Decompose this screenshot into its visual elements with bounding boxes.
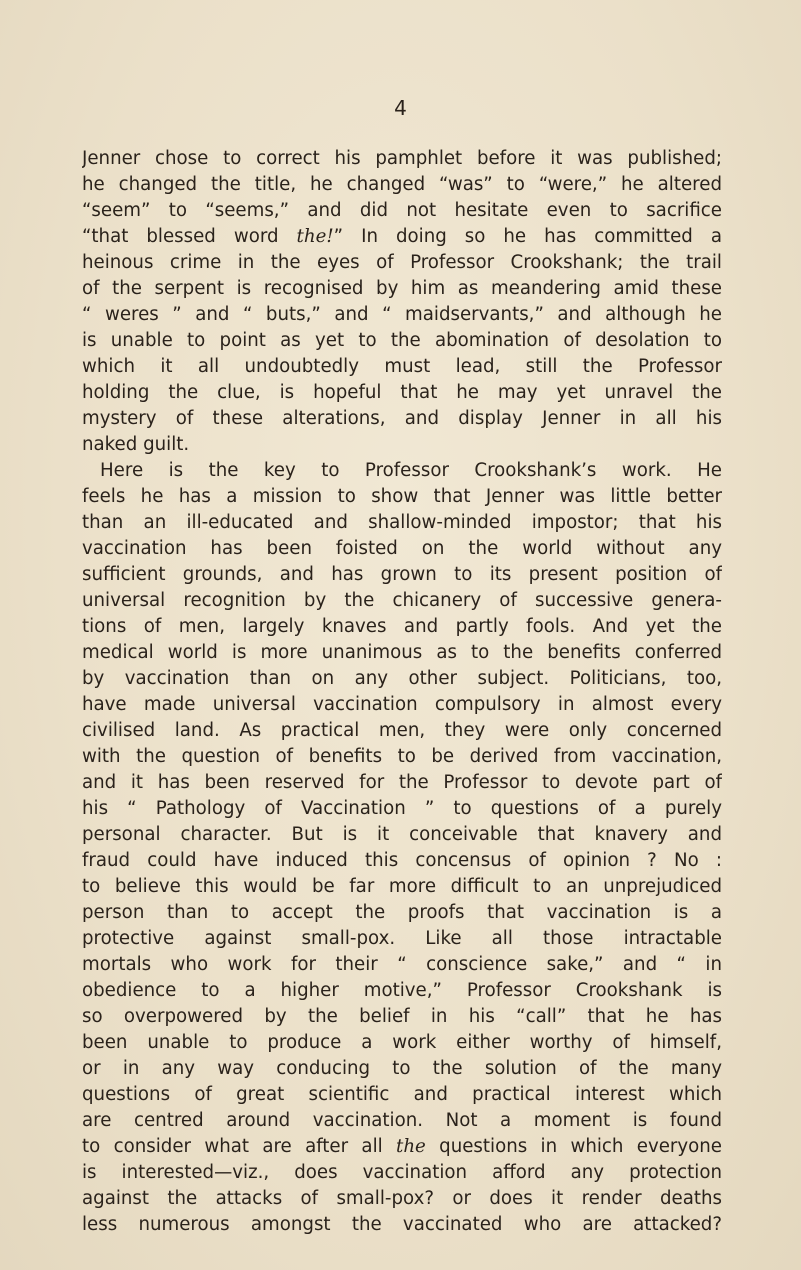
- text-line: [82, 666, 722, 692]
- text-run: he changed the title, he changed “was” to “were,” he altered: [82, 174, 722, 195]
- text-run: “seem” to “seems,” and did not hesitate even to sacrifice: [82, 200, 722, 221]
- text-line: [82, 406, 722, 432]
- text-line: [82, 1004, 722, 1030]
- text-run: tions of men, largely knaves and partly fools. And yet the: [82, 616, 722, 637]
- text-run: feels he has a mission to show that Jenner was little better: [82, 486, 722, 507]
- text-run: and it has been reserved for the Professor to devote part of: [82, 772, 722, 793]
- text-run: civilised land. As practical men, they were only concerned: [82, 720, 722, 741]
- text-run: person than to accept the proofs that vaccination is a: [82, 902, 722, 923]
- text-line: [82, 1212, 722, 1238]
- text-run: “ weres ” and “ buts,” and “ maidservants,” and although he: [82, 304, 722, 325]
- text-line: [82, 1134, 722, 1160]
- text-run: medical world is more unanimous as to the benefits conferred: [82, 642, 722, 663]
- text-run: ” In doing so he has committed a: [333, 226, 722, 247]
- text-line: [82, 536, 722, 562]
- text-run: than an ill-educated and shallow-minded impostor; that his: [82, 512, 722, 533]
- text-line: [82, 172, 722, 198]
- text-line: [82, 484, 722, 510]
- text-run: heinous crime in the eyes of Professor Crookshank; the trail: [82, 252, 722, 273]
- text-line: [82, 770, 722, 796]
- text-run: naked guilt.: [82, 434, 190, 455]
- text-run: with the question of benefits to be derived from vaccination,: [82, 746, 722, 767]
- text-line: [82, 926, 722, 952]
- text-run: is interested—viz., does vaccination afford any protection: [82, 1162, 722, 1183]
- text-line: [82, 1186, 722, 1212]
- text-run: universal recognition by the chicanery of successive genera-: [82, 590, 722, 611]
- text-line: [82, 588, 722, 614]
- text-line: [82, 354, 722, 380]
- text-line: [82, 1108, 722, 1134]
- text-run: questions of great scientific and practical interest which: [82, 1084, 722, 1105]
- text-run: his “ Pathology of Vaccination ” to questions of a purely: [82, 798, 722, 819]
- text-line: [82, 302, 722, 328]
- text-run: are centred around vaccination. Not a moment is found: [82, 1110, 722, 1131]
- text-run: vaccination has been foisted on the world without any: [82, 538, 722, 559]
- text-line: [82, 380, 722, 406]
- text-run: been unable to produce a work either worthy of himself,: [82, 1032, 722, 1053]
- text-line: [82, 640, 722, 666]
- text-line: [82, 952, 722, 978]
- text-run: Here is the key to Professor Crookshank’s work. He: [100, 460, 722, 481]
- text-line: [82, 250, 722, 276]
- text-run: questions in which everyone: [425, 1136, 722, 1157]
- text-line: [82, 718, 722, 744]
- italic-text: the: [396, 1136, 426, 1157]
- text-line: [82, 562, 722, 588]
- text-run: against the attacks of small-pox? or does it render deaths: [82, 1188, 722, 1209]
- text-line: [82, 1160, 722, 1186]
- text-run: mortals who work for their “ conscience sake,” and “ in: [82, 954, 722, 975]
- text-run: sufficient grounds, and has grown to its present position of: [82, 564, 722, 585]
- text-run: is unable to point as yet to the abomination of desolation to: [82, 330, 722, 351]
- text-line: [82, 198, 722, 224]
- text-line: [82, 978, 722, 1004]
- text-line: [82, 1030, 722, 1056]
- text-run: to consider what are after all: [82, 1136, 397, 1157]
- text-line: [82, 276, 722, 302]
- text-run: personal character. But is it conceivable that knavery and: [82, 824, 722, 845]
- text-run: less numerous amongst the vaccinated who are attacked?: [82, 1214, 722, 1235]
- text-line: [82, 692, 722, 718]
- text-run: to believe this would be far more difficult to an unprejudiced: [82, 876, 722, 897]
- text-run: by vaccination than on any other subject. Politicians, too,: [82, 668, 722, 689]
- text-run: holding the clue, is hopeful that he may yet unravel the: [82, 382, 722, 403]
- text-run: so overpowered by the belief in his “call” that he has: [82, 1006, 722, 1027]
- text-line: [82, 822, 722, 848]
- text-line: [82, 224, 722, 250]
- text-line: [82, 510, 722, 536]
- text-run: fraud could have induced this concensus of opinion ? No :: [82, 850, 722, 871]
- text-run: protective against small-pox. Like all those intractable: [82, 928, 722, 949]
- text-line: [82, 328, 722, 354]
- page-number: 4: [394, 96, 407, 120]
- text-run: “that blessed word: [82, 226, 297, 247]
- body-text: [82, 146, 722, 1238]
- text-line: [82, 458, 722, 484]
- text-run: obedience to a higher motive,” Professor Crookshank is: [82, 980, 722, 1001]
- text-run: of the serpent is recognised by him as meandering amid these: [82, 278, 722, 299]
- text-run: have made universal vaccination compulsory in almost every: [82, 694, 722, 715]
- text-line: [82, 1056, 722, 1082]
- text-line: [82, 1082, 722, 1108]
- text-run: Jenner chose to correct his pamphlet before it was published;: [82, 148, 722, 169]
- text-run: which it all undoubtedly must lead, still the Professor: [82, 356, 722, 377]
- text-line: [82, 432, 722, 458]
- text-line: [82, 848, 722, 874]
- text-line: [82, 744, 722, 770]
- text-line: [82, 900, 722, 926]
- text-line: [82, 874, 722, 900]
- text-run: or in any way conducing to the solution of the many: [82, 1058, 722, 1079]
- text-line: [82, 146, 722, 172]
- italic-text: the!: [296, 226, 334, 247]
- text-line: [82, 796, 722, 822]
- text-line: [82, 614, 722, 640]
- text-run: mystery of these alterations, and display Jenner in all his: [82, 408, 722, 429]
